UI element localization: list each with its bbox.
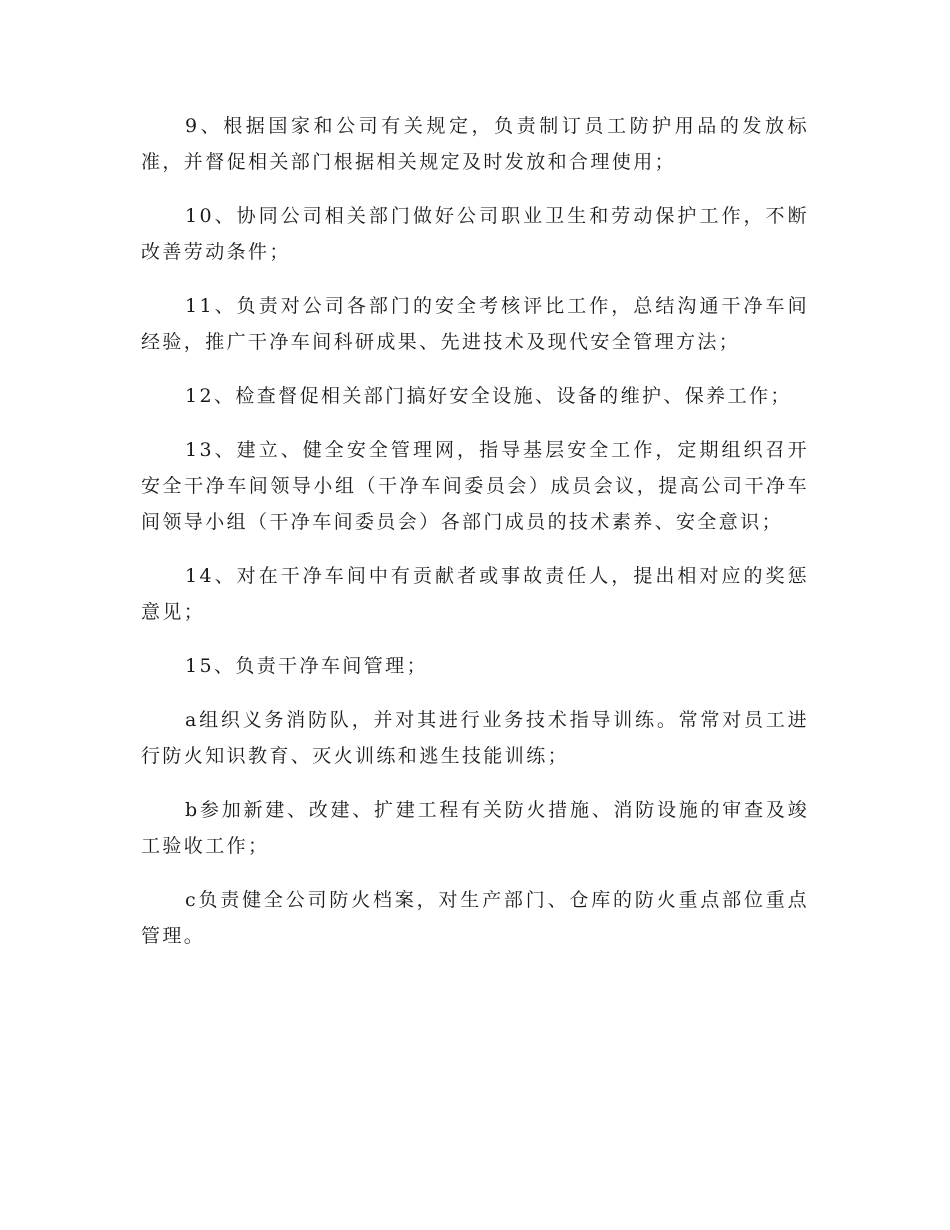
paragraph-item-13: 13、建立、健全安全管理网，指导基层安全工作，定期组织召开安全干净车间领导小组（干净车间委员会）成员会议，提高公司干净车间领导小组（干净车间委员会）各部门成员的技术素养、安全意识； [141, 439, 809, 533]
paragraph-subitem-b: b参加新建、改建、扩建工程有关防火措施、消防设施的审查及竣工验收工作； [141, 799, 809, 857]
paragraph-subitem-a: a组织义务消防队，并对其进行业务技术指导训练。常常对员工进行防火知识教育、灭火训练和逃生技能训练； [141, 709, 809, 767]
paragraph-item-9: 9、根据国家和公司有关规定，负责制订员工防护用品的发放标准，并督促相关部门根据相关规定及时发放和合理使用； [141, 115, 809, 173]
paragraph-item-12: 12、检查督促相关部门搞好安全设施、设备的维护、保养工作； [185, 385, 792, 407]
document-body [141, 108, 809, 972]
paragraph-item-11: 11、负责对公司各部门的安全考核评比工作，总结沟通干净车间经验，推广干净车间科研成果、先进技术及现代安全管理方法； [141, 295, 809, 353]
paragraph-item-14: 14、对在干净车间中有贡献者或事故责任人，提出相对应的奖惩意见； [141, 565, 809, 623]
paragraph-item-10: 10、协同公司相关部门做好公司职业卫生和劳动保护工作，不断改善劳动条件； [141, 205, 809, 263]
paragraph-item-15: 15、负责干净车间管理； [185, 655, 428, 677]
paragraph-subitem-c: c负责健全公司防火档案，对生产部门、仓库的防火重点部位重点管理。 [141, 889, 809, 947]
